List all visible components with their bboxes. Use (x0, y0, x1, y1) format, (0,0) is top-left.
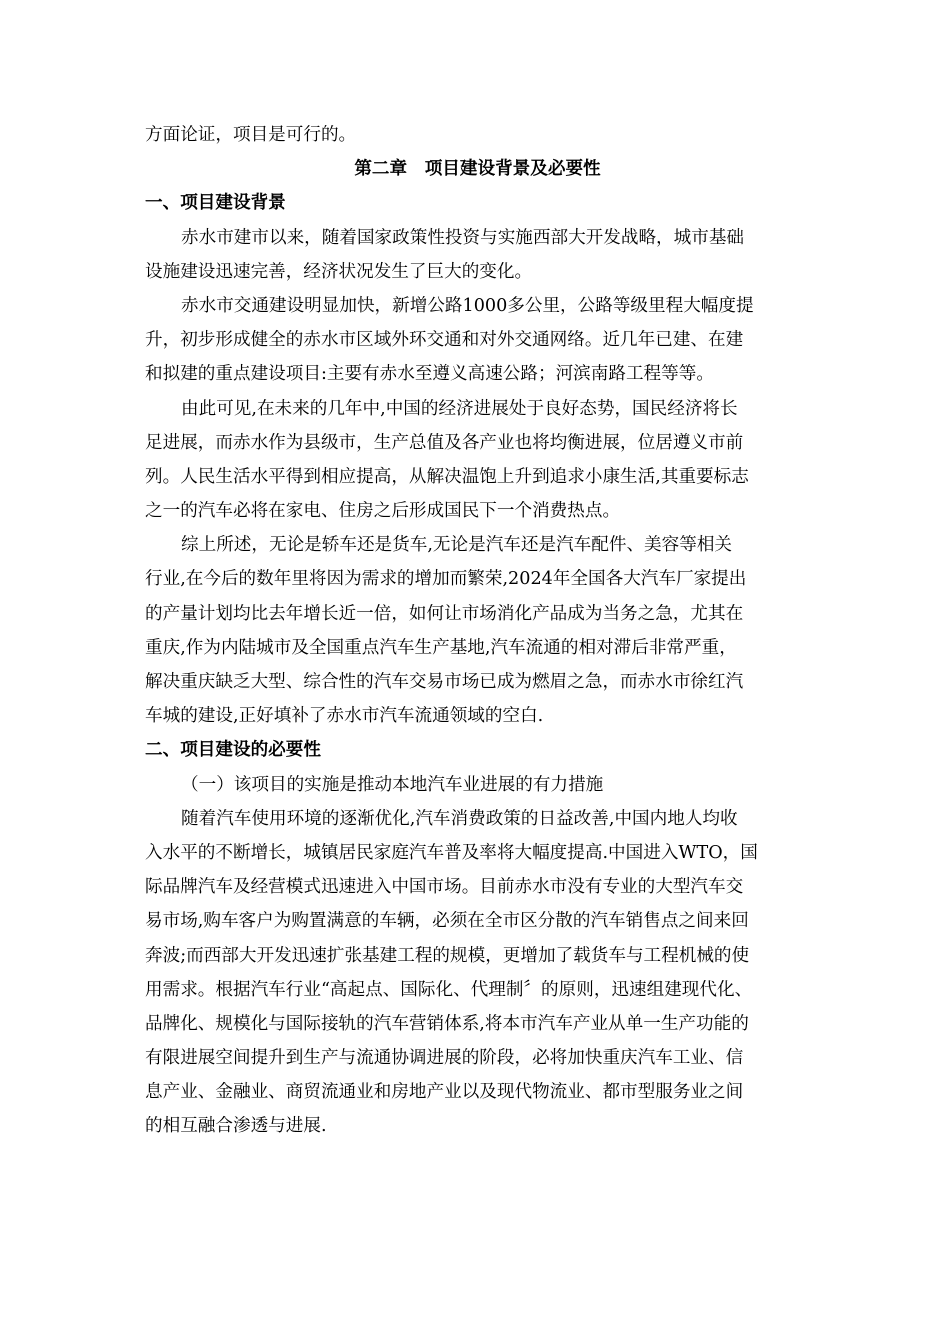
paragraph-4 (145, 528, 810, 733)
document-page (145, 118, 810, 1144)
paragraph-line: 由此可见,在未来的几年中,中国的经济进展处于良好态势，国民经济将长 (181, 398, 738, 419)
paragraph-2 (145, 289, 810, 392)
paragraph-5 (145, 802, 810, 1144)
paragraph-line: 和拟建的重点建设项目:主要有赤水至遵义高速公路；河滨南路工程等等。 (145, 364, 714, 385)
section-heading-background: 一、项目建设背景 (145, 193, 286, 214)
paragraph-line: 际品牌汽车及经营模式迅速进入中国市场。目前赤水市没有专业的大型汽车交 (145, 877, 744, 898)
paragraph-line: 的相互融合渗透与进展. (145, 1116, 327, 1137)
paragraph-line: 综上所述，无论是轿车还是货车,无论是汽车还是汽车配件、美容等相关 (181, 535, 733, 556)
paragraph-line: 赤水市建市以来，随着国家政策性投资与实施西部大开发战略，城市基础 (181, 227, 745, 248)
paragraph-line: 息产业、金融业、商贸流通业和房地产业以及现代物流业、都市型服务业之间 (145, 1082, 744, 1103)
section-heading-necessity: 二、项目建设的必要性 (145, 740, 321, 761)
paragraph-line: 的产量计划均比去年增长近一倍，如何让市场消化产品成为当务之急，尤其在 (145, 603, 744, 624)
paragraph-line: 品牌化、规模化与国际接轨的汽车营销体系,将本市汽车产业从单一生产功能的 (145, 1013, 749, 1034)
paragraph-line: 随着汽车使用环境的逐渐优化,汽车消费政策的日益改善,中国内地人均收 (181, 808, 738, 829)
paragraph-1 (145, 221, 810, 289)
paragraph-line: 入水平的不断增长，城镇居民家庭汽车普及率将大幅度提高.中国进入WTO，国 (145, 842, 758, 863)
paragraph-line: 有限进展空间提升到生产与流通协调进展的阶段，必将加快重庆汽车工业、信 (145, 1048, 744, 1069)
paragraph-line: 解决重庆缺乏大型、综合性的汽车交易市场已成为燃眉之急，而赤水市徐红汽 (145, 672, 744, 692)
paragraph-line: 用需求。根据汽车行业“高起点、国际化、代理制〞的原则，迅速组建现代化、 (145, 979, 753, 1000)
paragraph-line: 足进展，而赤水作为县级市，生产总值及各产业也将均衡进展，位居遵义市前 (145, 432, 744, 453)
paragraph-line: 车城的建设,正好填补了赤水市汽车流通领域的空白. (145, 706, 544, 727)
paragraph-line: 赤水市交通建设明显加快，新增公路1000多公里，公路等级里程大幅度提 (181, 295, 754, 316)
paragraph-line: 行业,在今后的数年里将因为需求的增加而繁荣,2024年全国各大汽车厂家提出 (145, 569, 747, 590)
paragraph-line: 奔波;而西部大开发迅速扩张基建工程的规模，更增加了载货车与工程机械的使 (145, 945, 750, 966)
paragraph-3 (145, 392, 810, 529)
paragraph-line: 易市场,购车客户为购置满意的车辆，必须在全市区分散的汽车销售点之间来回 (145, 911, 749, 932)
paragraph-line: 设施建设迅速完善，经济状况发生了巨大的变化。 (145, 261, 533, 282)
paragraph-line: 升，初步形成健全的赤水市区域外环交通和对外交通网络。近几年已建、在建 (145, 330, 744, 351)
paragraph-line: 列。人民生活水平得到相应提高，从解决温饱上升到追求小康生活,其重要标志 (145, 466, 749, 487)
paragraph-line: 重庆,作为内陆城市及全国重点汽车生产基地,汽车流通的相对滞后非常严重， (145, 637, 737, 658)
paragraph-line: 之一的汽车必将在家电、住房之后形成国民下一个消费热点。 (145, 501, 621, 522)
subsection-heading: （一）该项目的实施是推动本地汽车业进展的有力措施 (181, 774, 604, 795)
intro-tail-line: 方面论证，项目是可行的。 (145, 125, 357, 145)
chapter-title: 第二章 项目建设背景及必要性 (354, 159, 601, 180)
